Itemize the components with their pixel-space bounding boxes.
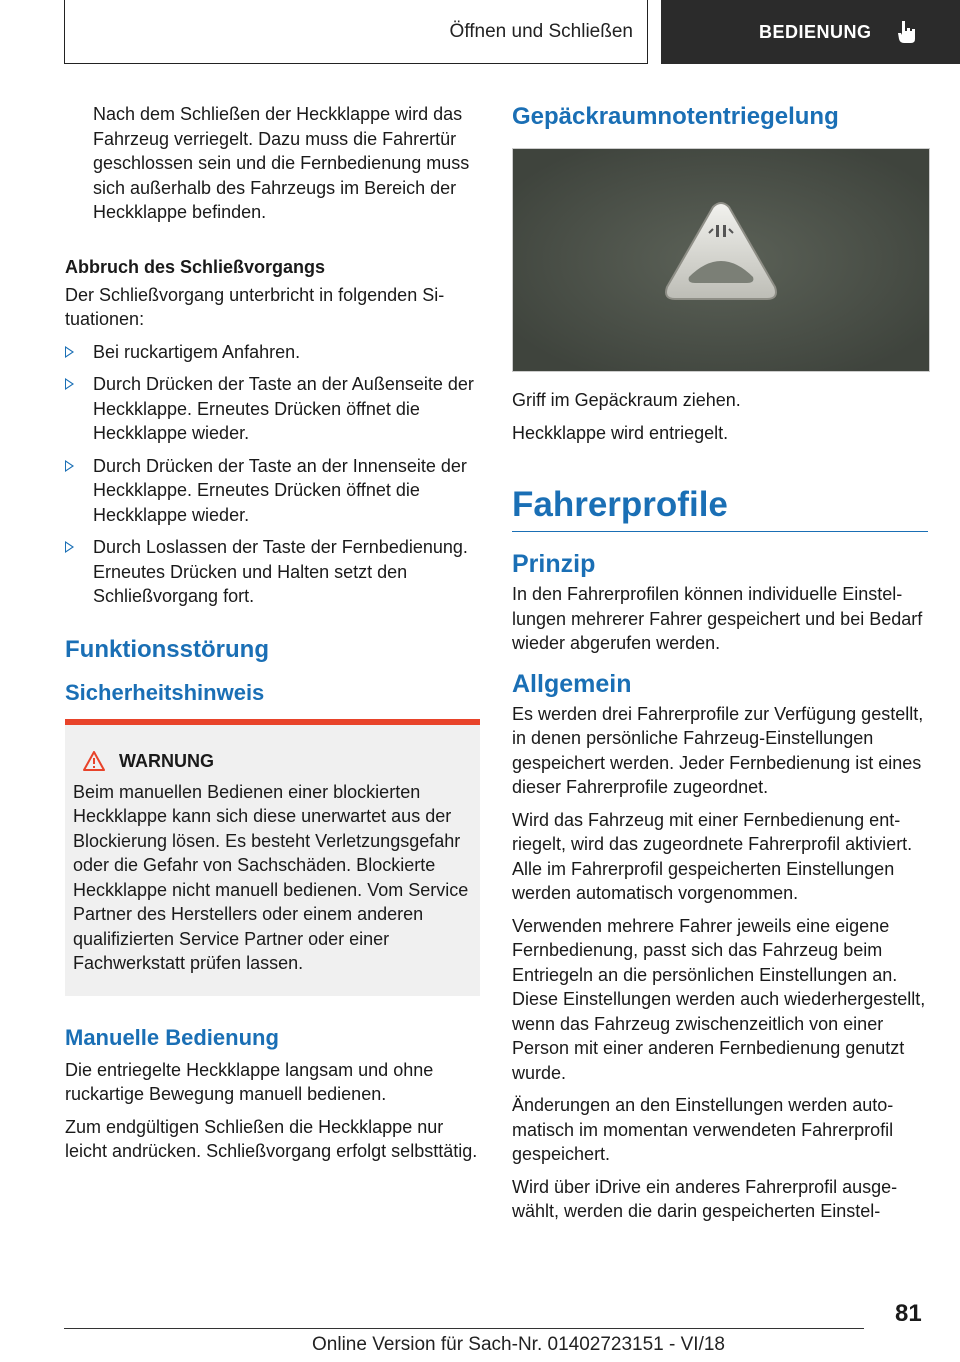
right-column	[512, 102, 928, 1232]
header-section-title: Öffnen und Schließen	[449, 20, 633, 42]
list-item: Bei ruckartigem Anfahren.	[65, 340, 480, 365]
warning-title	[73, 751, 472, 772]
header-chapter-title: BEDIENUNG	[759, 21, 872, 42]
abort-text: Der Schließvorgang unterbricht in folgenden Situationen:	[65, 284, 445, 329]
profiles-rule	[512, 531, 928, 532]
principle-heading: Prinzip	[512, 550, 596, 578]
warning-label: WARNUNG	[119, 750, 214, 771]
manual-paragraph-1: Die entriegelte Heckklappe langsam und ohne ruckartige Bewegung manuell bedienen.	[65, 1059, 434, 1104]
manual-heading: Manuelle Bedienung	[65, 1024, 279, 1050]
trunk-release-photo	[512, 148, 930, 372]
bullet-triangle-icon	[65, 378, 74, 390]
bullet-triangle-icon	[65, 346, 74, 358]
intro-paragraph: Nach dem Schließen der Heckklappe wird das Fahrzeug verriegelt. Dazu muss die Fahrertür geschlossen sein und die Fernbedienung muss sich außerhalb des Fahrzeugs im Bereich der Heckklappe befinden.	[93, 104, 470, 222]
online-version-note: Online Version für Sach-Nr. 01402723151 - VI/18	[312, 1334, 725, 1355]
bullet-triangle-icon	[65, 460, 74, 472]
emergency-heading: Gepäckraumnotentriegelung	[512, 103, 839, 130]
list-item: Durch Drücken der Taste an der Innenseite der Heckklappe. Erneutes Drücken öffnet die Heckklappe wieder.	[65, 454, 480, 528]
footer-rule	[64, 1328, 864, 1329]
page-number: 81	[895, 1300, 922, 1327]
principle-text: In den Fahrerprofilen können individuelle Einstellungen mehrerer Fahrer gespeichert und bei Bedarf wieder abgerufen werden.	[512, 584, 923, 653]
profiles-heading: Fahrerprofile	[512, 485, 728, 524]
warning-box	[65, 719, 480, 996]
general-paragraph-1: Es werden drei Fahrerprofile zur Verfügung gestellt, in denen persönliche Fahrzeug-Einstellungen gespeichert werden. Jeder Fernbedienung ist eines dieser Fahrerprofile zugeordnet.	[512, 703, 924, 797]
general-heading: Allgemein	[512, 669, 632, 698]
warning-triangle-icon	[83, 751, 105, 771]
left-column	[65, 102, 480, 1172]
general-paragraph-3: Verwenden mehrere Fahrer jeweils eine eigene Fernbedienung, passt sich das Fahrzeug beim Entriegeln an die persönlichen Einstellungen an. Diese Einstellungen werden auch wiederhergestellt, wenn das Fahrzeug zwischenzeitlich von einer Person mit einer anderen Fernbedienung genutzt wurde.	[512, 915, 926, 1083]
abort-list	[65, 340, 480, 609]
warning-text: Beim manuellen Bedienen einer blockierten Heckklappe kann sich diese unerwartet aus der Blockierung lösen. Es besteht Verletzungsgefahr oder die Gefahr von Sachschäden. Blockierte Heckklappe nicht manuell bedienen. Vom Service Partner des Herstellers oder einem anderen qualifizierten Service Partner oder einer Fachwerkstatt prüfen lassen.	[73, 781, 469, 973]
general-paragraph-5: Wird über iDrive ein anderes Fahrerprofil ausgewählt, werden die darin gespeicherten Einstel-	[512, 1176, 898, 1221]
manual-paragraph-2: Zum endgültigen Schließen die Heckklappe nur leicht andrücken. Schließvorgang erfolgt selbsttätig.	[65, 1116, 478, 1161]
header-chapter-tab	[661, 0, 960, 64]
list-item: Durch Drücken der Taste an der Außenseite der Heckklappe. Erneutes Drücken öffnet die Heckklappe wieder.	[65, 372, 480, 446]
fault-heading: Funktionsstörung	[65, 635, 269, 663]
bullet-triangle-icon	[65, 541, 74, 553]
abort-heading: Abbruch des Schließvorgangs	[65, 256, 326, 277]
emergency-paragraph-2: Heckklappe wird entriegelt.	[512, 422, 729, 443]
safety-heading: Sicherheitshinweis	[65, 679, 265, 705]
trunk-release-handle-icon	[513, 149, 929, 371]
general-paragraph-4: Änderungen an den Einstellungen werden automatisch im momentan verwendeten Fahrerprofil gespeichert.	[512, 1095, 894, 1164]
emergency-paragraph-1: Griff im Gepäckraum ziehen.	[512, 390, 741, 410]
pointing-hand-icon	[896, 19, 918, 45]
list-item: Durch Loslassen der Taste der Fernbedienung. Erneutes Drücken und Halten setzt den Schließvorgang fort.	[65, 535, 480, 609]
header-section-tab	[64, 0, 648, 64]
general-paragraph-2: Wird das Fahrzeug mit einer Fernbedienung entriegelt, wird das zugeordnete Fahrerprofil aktiviert. Alle im Fahrerprofil gespeicherten Einstellungen werden automatisch vorgenommen.	[512, 809, 913, 903]
